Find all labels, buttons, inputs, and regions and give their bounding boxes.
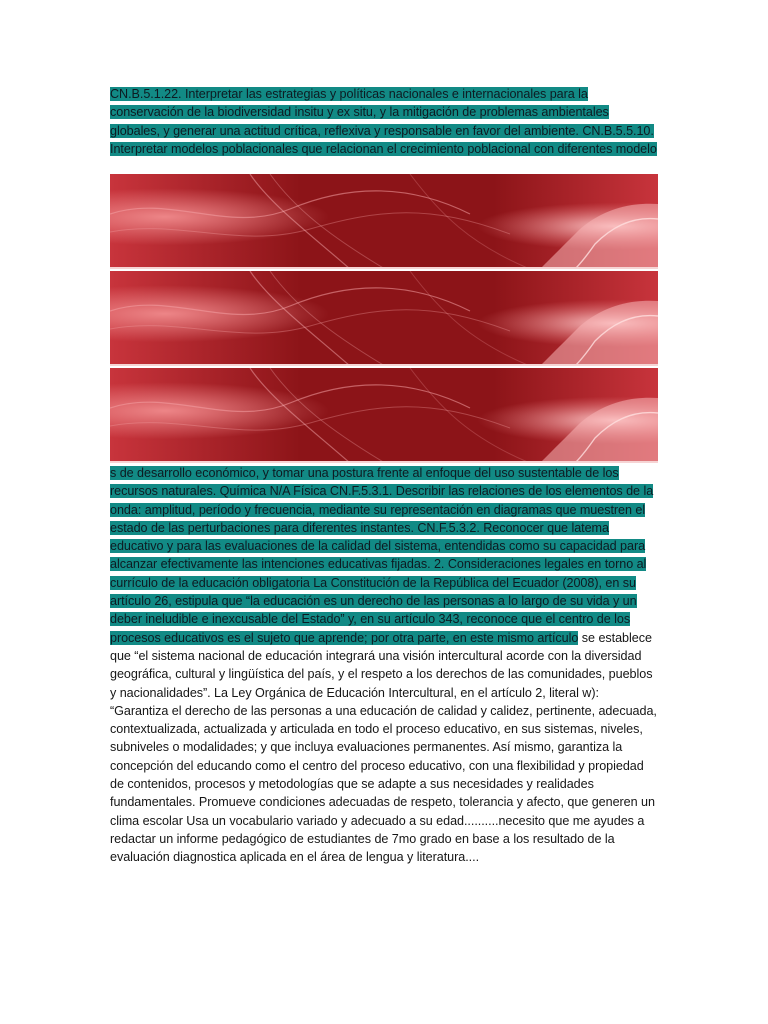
paragraph-bottom bbox=[110, 464, 658, 867]
silk-artwork bbox=[110, 271, 658, 366]
red-silk-banner-3 bbox=[110, 368, 658, 463]
red-silk-banner-1 bbox=[110, 174, 658, 269]
highlighted-text-bottom: s de desarrollo económico, y tomar una postura frente al enfoque del uso sustentable de los recursos naturales. Química N/A Física CN.F.5.3.1. Describir las relaciones de los elementos de la onda: amplitud, período y frecuencia, mediante su representación en diagramas que muestren el estado de las perturbaciones para diferentes instantes. CN.F.5.3.2. Reconocer que latema educativo y para las evaluaciones de la calidad del sistema, entendidas como su capacidad para alcanzar efectivamente las intenciones educativas fijadas. 2. Consideraciones legales en torno al currículo de la educación obligatoria La Constitución de la República del Ecuador (2008), en su artículo 26, estipula que “la educación es un derecho de las personas a lo largo de su vida y un deber ineludible e inexcusable del Estado” y, en su artículo 343, reconoce que el centro de los procesos educativos es el sujeto que aprende; por otra parte, en este mismo artículo bbox=[110, 466, 654, 645]
red-silk-banner-2 bbox=[110, 271, 658, 366]
silk-artwork bbox=[110, 174, 658, 269]
silk-artwork bbox=[110, 368, 658, 463]
banner-stack bbox=[110, 174, 658, 464]
plain-text-bottom: se establece que “el sistema nacional de educación integrará una visión intercultural acorde con la diversidad geográfica, cultural y lingüística del país, y el respeto a los derechos de las comunidades, pueblos y nacionalidades”. La Ley Orgánica de Educación Intercultural, en el artículo 2, literal w): “Garantiza el derecho de las personas a una educación de calidad y calidez, pertinente, adecuada, contextualizada, actualizada y articulada en todo el proceso educativo, en sus sistemas, niveles, subniveles o modalidades; y que incluya evaluaciones permanentes. Así mismo, garantiza la concepción del educando como el centro del proceso educativo, con una flexibilidad y propiedad de contenidos, procesos y metodologías que se adapte a sus necesidades y realidades fundamentales. Promueve condiciones adecuadas de respeto, tolerancia y afecto, que generen un clima escolar Usa un vocabulario variado y adecuado a su edad..........necesito que me ayudes a redactar un informe pedagógico de estudiantes de 7mo grado en base a los resultado de la evaluación diagnostica aplicada en el área de lengua y literatura.... bbox=[110, 630, 657, 865]
paragraph-top bbox=[110, 85, 658, 158]
highlighted-text-top: CN.B.5.1.22. Interpretar las estrategias y políticas nacionales e internacionales para la conservación de la biodiversidad insitu y ex situ, y la mitigación de problemas ambientales globales, y generar una actitud crítica, reflexiva y responsable en favor del ambiente. CN.B.5.5.10. Interpretar modelos poblacionales que relacionan el crecimiento poblacional con diferentes modelo bbox=[110, 87, 657, 156]
